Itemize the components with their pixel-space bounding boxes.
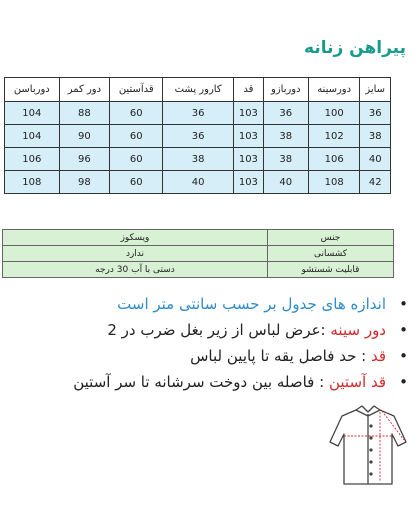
note-key: دور سینه <box>330 321 386 339</box>
bullet-icon: • <box>399 347 408 365</box>
table-row <box>5 102 391 125</box>
table-row <box>5 171 391 194</box>
table-cell: 103 <box>234 102 264 125</box>
header-cell: قد <box>234 78 264 102</box>
spec-value: دستی با آب 30 درجه <box>3 262 268 278</box>
table-cell: 38 <box>163 148 234 171</box>
table-cell: 100 <box>308 102 360 125</box>
table-row <box>5 125 391 148</box>
table-cell: 103 <box>234 171 264 194</box>
table-cell: 36 <box>163 102 234 125</box>
spec-row <box>3 246 394 262</box>
header-cell: قدآستین <box>110 78 163 102</box>
note-text: : حد فاصل یقه تا پایین لباس <box>190 347 367 365</box>
header-cell: سایز <box>360 78 391 102</box>
table-cell: 38 <box>360 125 391 148</box>
table-cell: 90 <box>59 125 110 148</box>
table-cell: 106 <box>5 148 60 171</box>
notes-list <box>12 291 408 395</box>
table-cell: 96 <box>59 148 110 171</box>
table-cell: 103 <box>234 148 264 171</box>
table-cell: 98 <box>59 171 110 194</box>
table-cell: 36 <box>360 102 391 125</box>
note-key: قد آستین <box>328 373 386 391</box>
table-cell: 104 <box>5 102 60 125</box>
page-title: پیراهن زنانه <box>304 38 406 58</box>
spec-value: ندارد <box>3 246 268 262</box>
header-cell: دور کمر <box>59 78 110 102</box>
table-cell: 60 <box>110 102 163 125</box>
note-item <box>12 343 408 369</box>
spec-label: کشسانی <box>268 246 394 262</box>
table-cell: 104 <box>5 125 60 148</box>
note-item <box>12 369 408 395</box>
table-cell: 102 <box>308 125 360 148</box>
table-cell: 40 <box>263 171 308 194</box>
table-cell: 38 <box>263 148 308 171</box>
note-item <box>12 291 408 317</box>
size-table-header-row <box>5 78 391 102</box>
note-units: اندازه های جدول بر حسب سانتی متر است <box>117 295 386 313</box>
header-cell: دورباسن <box>5 78 60 102</box>
table-cell: 108 <box>308 171 360 194</box>
spec-table <box>2 229 394 278</box>
bullet-icon: • <box>399 373 408 391</box>
spec-value: ویسکوز <box>3 230 268 246</box>
table-cell: 60 <box>110 125 163 148</box>
table-cell: 88 <box>59 102 110 125</box>
note-text: : فاصله بین دوخت سرشانه تا سر آستین <box>73 373 325 391</box>
table-row <box>5 148 391 171</box>
table-cell: 38 <box>263 125 308 148</box>
note-item <box>12 317 408 343</box>
spec-row <box>3 230 394 246</box>
header-cell: دورسینه <box>308 78 360 102</box>
table-cell: 60 <box>110 171 163 194</box>
table-cell: 106 <box>308 148 360 171</box>
table-cell: 40 <box>360 148 391 171</box>
table-cell: 103 <box>234 125 264 148</box>
table-cell: 36 <box>163 125 234 148</box>
bullet-icon: • <box>399 321 408 339</box>
shirt-diagram-icon <box>328 402 408 488</box>
table-cell: 40 <box>163 171 234 194</box>
table-cell: 42 <box>360 171 391 194</box>
table-cell: 108 <box>5 171 60 194</box>
note-text: :عرض لباس از زیر بغل ضرب در 2 <box>107 321 326 339</box>
table-cell: 36 <box>263 102 308 125</box>
header-cell: کارور پشت <box>163 78 234 102</box>
table-cell: 60 <box>110 148 163 171</box>
header-cell: دوربازو <box>263 78 308 102</box>
size-table <box>4 77 391 194</box>
bullet-icon: • <box>399 295 408 313</box>
spec-label: قابلیت شستشو <box>268 262 394 278</box>
spec-row <box>3 262 394 278</box>
spec-label: جنس <box>268 230 394 246</box>
note-key: قد <box>370 347 386 365</box>
